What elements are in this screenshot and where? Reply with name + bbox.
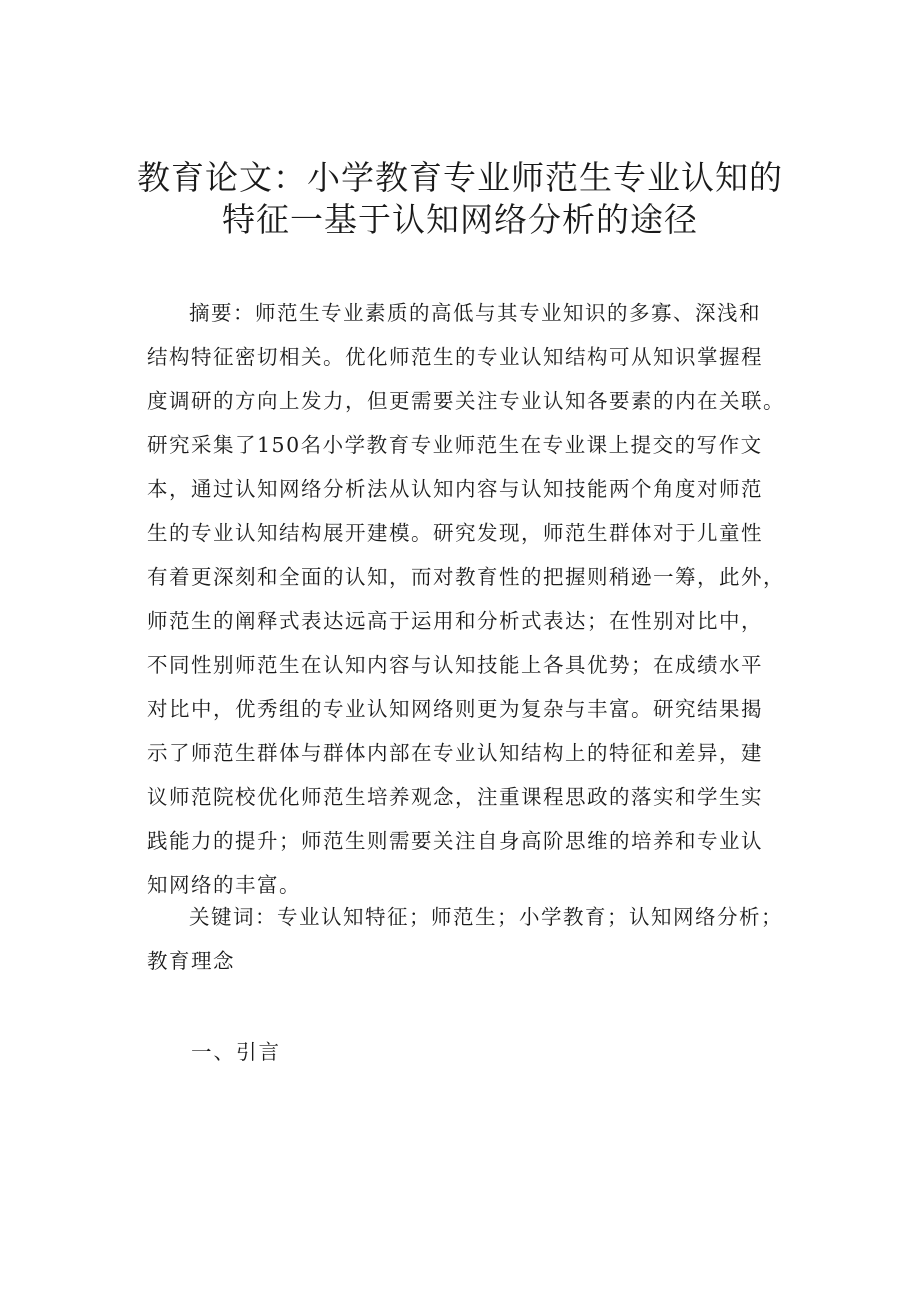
abstract-line: 对比中，优秀组的专业认知网络则更为复杂与丰富。研究结果揭 <box>147 697 763 721</box>
abstract-line: 有着更深刻和全面的认知，而对教育性的把握则稍逊一筹，此外， <box>147 565 785 589</box>
abstract <box>147 291 827 907</box>
abstract-line: 示了师范生群体与群体内部在专业认知结构上的特征和差异，建 <box>147 741 763 765</box>
title-line-1: 教育论文：小学教育专业师范生专业认知的 <box>137 158 783 197</box>
keywords-line-1: 关键词：专业认知特征；师范生；小学教育；认知网络分析； <box>189 905 783 929</box>
abstract-line: 践能力的提升；师范生则需要关注自身高阶思维的培养和专业认 <box>147 829 763 853</box>
abstract-line: 本，通过认知网络分析法从认知内容与认知技能两个角度对师范 <box>147 477 763 501</box>
abstract-line: 不同性别师范生在认知内容与认知技能上各具优势；在成绩水平 <box>147 653 763 677</box>
abstract-line: 议师范院校优化师范生培养观念，注重课程思政的落实和学生实 <box>147 785 763 809</box>
keywords <box>147 895 827 983</box>
section-heading-introduction: 一、引言 <box>191 1040 281 1064</box>
abstract-line: 度调研的方向上发力，但更需要关注专业认知各要素的内在关联。 <box>147 389 785 413</box>
title-line-2: 特征一基于认知网络分析的途径 <box>222 200 698 239</box>
abstract-line: 知网络的丰富。 <box>147 873 301 897</box>
keywords-line-2: 教育理念 <box>147 949 235 973</box>
abstract-line: 摘要：师范生专业素质的高低与其专业知识的多寡、深浅和 <box>189 301 761 325</box>
abstract-line: 师范生的阐释式表达远高于运用和分析式表达；在性别对比中， <box>147 609 763 633</box>
abstract-line: 研究采集了150名小学教育专业师范生在专业课上提交的写作文 <box>147 433 763 457</box>
abstract-line: 结构特征密切相关。优化师范生的专业认知结构可从知识掌握程 <box>147 345 763 369</box>
abstract-line: 生的专业认知结构展开建模。研究发现，师范生群体对于儿童性 <box>147 521 763 545</box>
